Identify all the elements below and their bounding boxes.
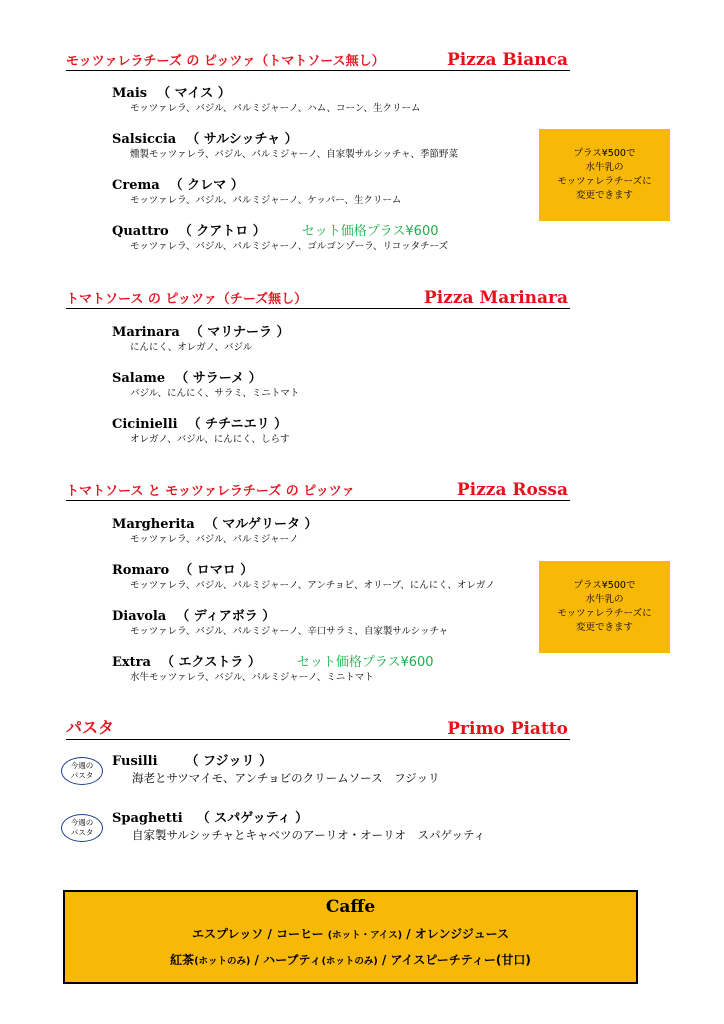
item-description: バジル、にんにく、サラミ、ミニトマト <box>130 388 300 399</box>
item-name-kana: （ ディアボラ ） <box>176 609 276 624</box>
item-description: モッツァレラ、バジル、パルミジャーノ、アンチョビ、オリーブ、にんにく、オレガノ <box>130 580 496 591</box>
note-line: モッツァレラチーズに <box>557 608 652 619</box>
set-price-note: セット価格プラス¥600 <box>296 655 434 670</box>
item-description: 自家製サルシッチャとキャベツのアーリオ・オーリオ スパゲッティ <box>132 828 486 842</box>
section-primo-piatto <box>66 717 570 740</box>
section-title-en: Pizza Bianca <box>446 50 568 70</box>
item-description: モッツァレラ、バジル、パルミジャーノ、ゴルゴンゾーラ、リコッタチーズ <box>130 241 449 252</box>
item-name-en: Extra <box>112 655 151 670</box>
item-name-kana: （ マリナーラ ） <box>189 325 290 340</box>
item-description: にんにく、オレガノ、バジル <box>130 342 253 353</box>
section-title-en: Pizza Marinara <box>423 288 568 308</box>
drink-note: (ホットのみ) <box>321 956 378 967</box>
section-pizza-marinara <box>66 286 570 309</box>
menu-item-romaro <box>112 563 582 592</box>
section-header <box>66 717 570 740</box>
menu-item-mais <box>112 86 582 115</box>
note-line: プラス¥500で <box>573 148 636 159</box>
item-name-kana: （ クアトロ ） <box>178 224 266 239</box>
menu-item-salsiccia <box>112 132 582 161</box>
section-title-jp: モッツァレラチーズ の ピッツァ（トマトソース無し） <box>66 54 385 69</box>
menu-item-salame <box>112 371 582 400</box>
menu-item-diavola <box>112 609 582 638</box>
note-line: プラス¥500で <box>573 580 636 591</box>
menu-item-crema <box>112 178 582 207</box>
item-name-en: Margherita <box>112 517 195 532</box>
weekly-pasta-badge: 今週の パスタ <box>61 757 103 785</box>
item-name-kana: （ エクストラ ） <box>160 655 261 670</box>
section-title-en: Primo Piatto <box>447 719 568 739</box>
item-name-kana: （ スパゲッティ ） <box>196 811 309 826</box>
item-name-kana: （ サラーメ ） <box>175 371 262 386</box>
item-name-kana: （ チチニエリ ） <box>187 417 288 432</box>
item-description: モッツァレラ、バジル、パルミジャーノ <box>130 534 299 545</box>
item-description: モッツァレラ、バジル、パルミジャーノ、ケッパー、生クリーム <box>130 195 402 206</box>
item-description: モッツァレラ、バジル、パルミジャーノ、辛口サラミ、自家製サルシッチャ <box>130 626 449 637</box>
menu-item-marinara <box>112 325 582 354</box>
section-title-en: Pizza Rossa <box>456 480 568 500</box>
item-name-en: Mais <box>112 86 148 101</box>
drink-note: (ホット・アイス) <box>327 930 403 941</box>
item-name-kana: （ サルシッチャ ） <box>186 132 298 147</box>
caffe-line-1 <box>65 926 636 944</box>
buffalo-mozzarella-note <box>539 129 670 221</box>
item-name-en: Salame <box>112 371 166 386</box>
section-title-jp: トマトソース と モッツァレラチーズ の ピッツァ <box>66 484 355 499</box>
drink-note: (ホットのみ) <box>194 956 251 967</box>
menu-item-fusilli <box>112 754 582 786</box>
menu-item-extra <box>112 655 582 684</box>
note-line: 変更できます <box>575 190 633 201</box>
drink-text: / オレンジジュース <box>402 927 510 941</box>
item-name-en: Diavola <box>112 609 167 624</box>
item-name-en: Romaro <box>112 563 170 578</box>
weekly-pasta-badge: 今週の パスタ <box>61 814 103 842</box>
drink-text: / ハーブティ <box>250 953 322 967</box>
item-description: モッツァレラ、バジル、パルミジャーノ、ハム、コーン、生クリーム <box>130 103 421 114</box>
item-name-en: Fusilli <box>112 754 158 769</box>
buffalo-mozzarella-note <box>539 561 670 653</box>
section-title-jp: パスタ <box>66 718 115 737</box>
item-description: 燻製モッツァレラ、バジル、パルミジャーノ、自家製サルシッチャ、季節野菜 <box>130 149 459 160</box>
item-name-en: Crema <box>112 178 160 193</box>
drink-text: / アイスピーチティー(甘口) <box>377 953 531 967</box>
item-description: 水牛モッツァレラ、バジル、パルミジャーノ、ミニトマト <box>130 672 374 683</box>
item-name-en: Spaghetti <box>112 811 183 826</box>
drink-text: 紅茶 <box>170 953 195 967</box>
drink-text: エスプレッソ / コーヒー <box>191 927 328 941</box>
section-header <box>66 286 570 309</box>
note-line: 水牛乳の <box>585 594 624 605</box>
note-line: 水牛乳の <box>585 162 624 173</box>
caffe-line-2 <box>65 952 636 970</box>
section-pizza-rossa <box>66 478 570 501</box>
item-name-kana: （ ロマロ ） <box>179 563 254 578</box>
set-price-note: セット価格プラス¥600 <box>301 224 439 239</box>
section-title-jp: トマトソース の ピッツァ（チーズ無し） <box>66 292 308 307</box>
note-line: モッツァレラチーズに <box>557 176 652 187</box>
item-name-kana: （ クレマ ） <box>169 178 244 193</box>
section-header <box>66 48 570 71</box>
item-name-kana: （ マイス ） <box>157 86 231 101</box>
menu-item-quattro <box>112 224 582 253</box>
section-header <box>66 478 570 501</box>
menu-item-margherita <box>112 517 582 546</box>
item-name-en: Marinara <box>112 325 180 340</box>
item-description: オレガノ、バジル、にんにく、しらす <box>130 434 290 445</box>
menu-item-cicinielli <box>112 417 582 446</box>
menu-item-spaghetti <box>112 811 582 843</box>
item-name-en: Salsiccia <box>112 132 177 147</box>
item-name-en: Quattro <box>112 224 169 239</box>
section-pizza-bianca <box>66 48 570 71</box>
item-name-kana: （ マルゲリータ ） <box>204 517 318 532</box>
item-description: 海老とサツマイモ、アンチョビのクリームソース フジッリ <box>132 771 440 785</box>
caffe-title: Caffe <box>325 897 376 917</box>
item-name-en: Cicinielli <box>112 417 178 432</box>
caffe-box <box>63 890 638 984</box>
item-name-kana: （ フジッリ ） <box>185 754 273 769</box>
note-line: 変更できます <box>575 622 633 633</box>
